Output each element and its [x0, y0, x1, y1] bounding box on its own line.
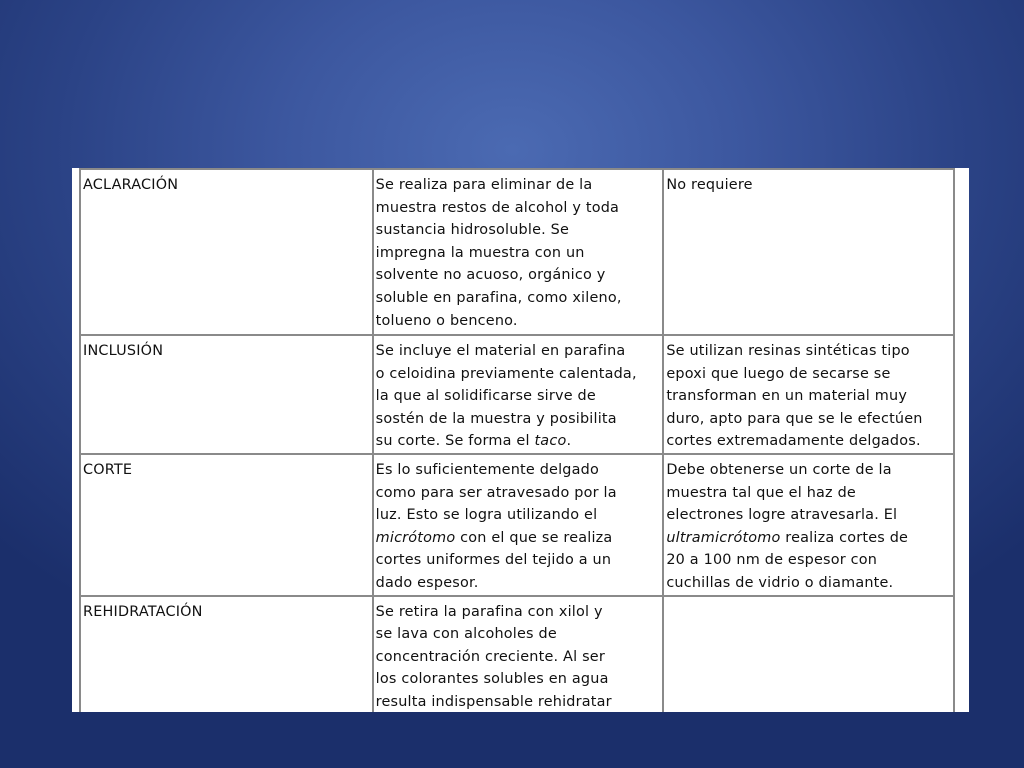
table-row: [80, 596, 954, 712]
optical-microscopy-cell: Es lo suficientemente delgado como para ser atravesado por la luz. Esto se logra utilizando el micrótomo con el que se realiza cortes uniformes del tejido a un dado espesor.: [373, 454, 664, 596]
stage-cell: ACLARACIÓN: [80, 169, 373, 335]
optical-microscopy-cell: Se realiza para eliminar de la muestra restos de alcohol y toda sustancia hidrosoluble. Se impregna la muestra con un solvente no acuoso, orgánico y soluble en parafina, como xileno, tolueno o benceno.: [373, 169, 664, 335]
table-row: [80, 454, 954, 596]
stage-cell: INCLUSIÓN: [80, 335, 373, 454]
table-row: [80, 169, 954, 335]
table-row: [80, 335, 954, 454]
electron-microscopy-cell: No requiere: [663, 169, 954, 335]
optical-microscopy-cell: Se retira la parafina con xilol y se lava con alcoholes de concentración creciente. Al ser los colorantes solubles en agua resulta indispensable rehidratar: [373, 596, 664, 712]
table-image: [72, 168, 969, 712]
stage-cell: REHIDRATACIÓN: [80, 596, 373, 712]
comparison-table: [79, 168, 955, 712]
italic-term: taco: [534, 433, 567, 450]
stage-cell: CORTE: [80, 454, 373, 596]
italic-term: micrótomo: [375, 529, 456, 546]
italic-term: ultramicrótomo: [666, 529, 781, 546]
electron-microscopy-cell: [663, 596, 954, 712]
optical-microscopy-cell: Se incluye el material en parafina o celoidina previamente calentada, la que al solidificarse sirve de sostén de la muestra y posibilita su corte. Se forma el taco.: [373, 335, 664, 454]
electron-microscopy-cell: Debe obtenerse un corte de la muestra tal que el haz de electrones logre atravesarla. El ultramicrótomo realiza cortes de 20 a 100 nm de espesor con cuchillas de vidrio o diamante.: [663, 454, 954, 596]
electron-microscopy-cell: Se utilizan resinas sintéticas tipo epoxi que luego de secarse se transforman en un material muy duro, apto para que se le efectúen cortes extremadamente delgados.: [663, 335, 954, 454]
